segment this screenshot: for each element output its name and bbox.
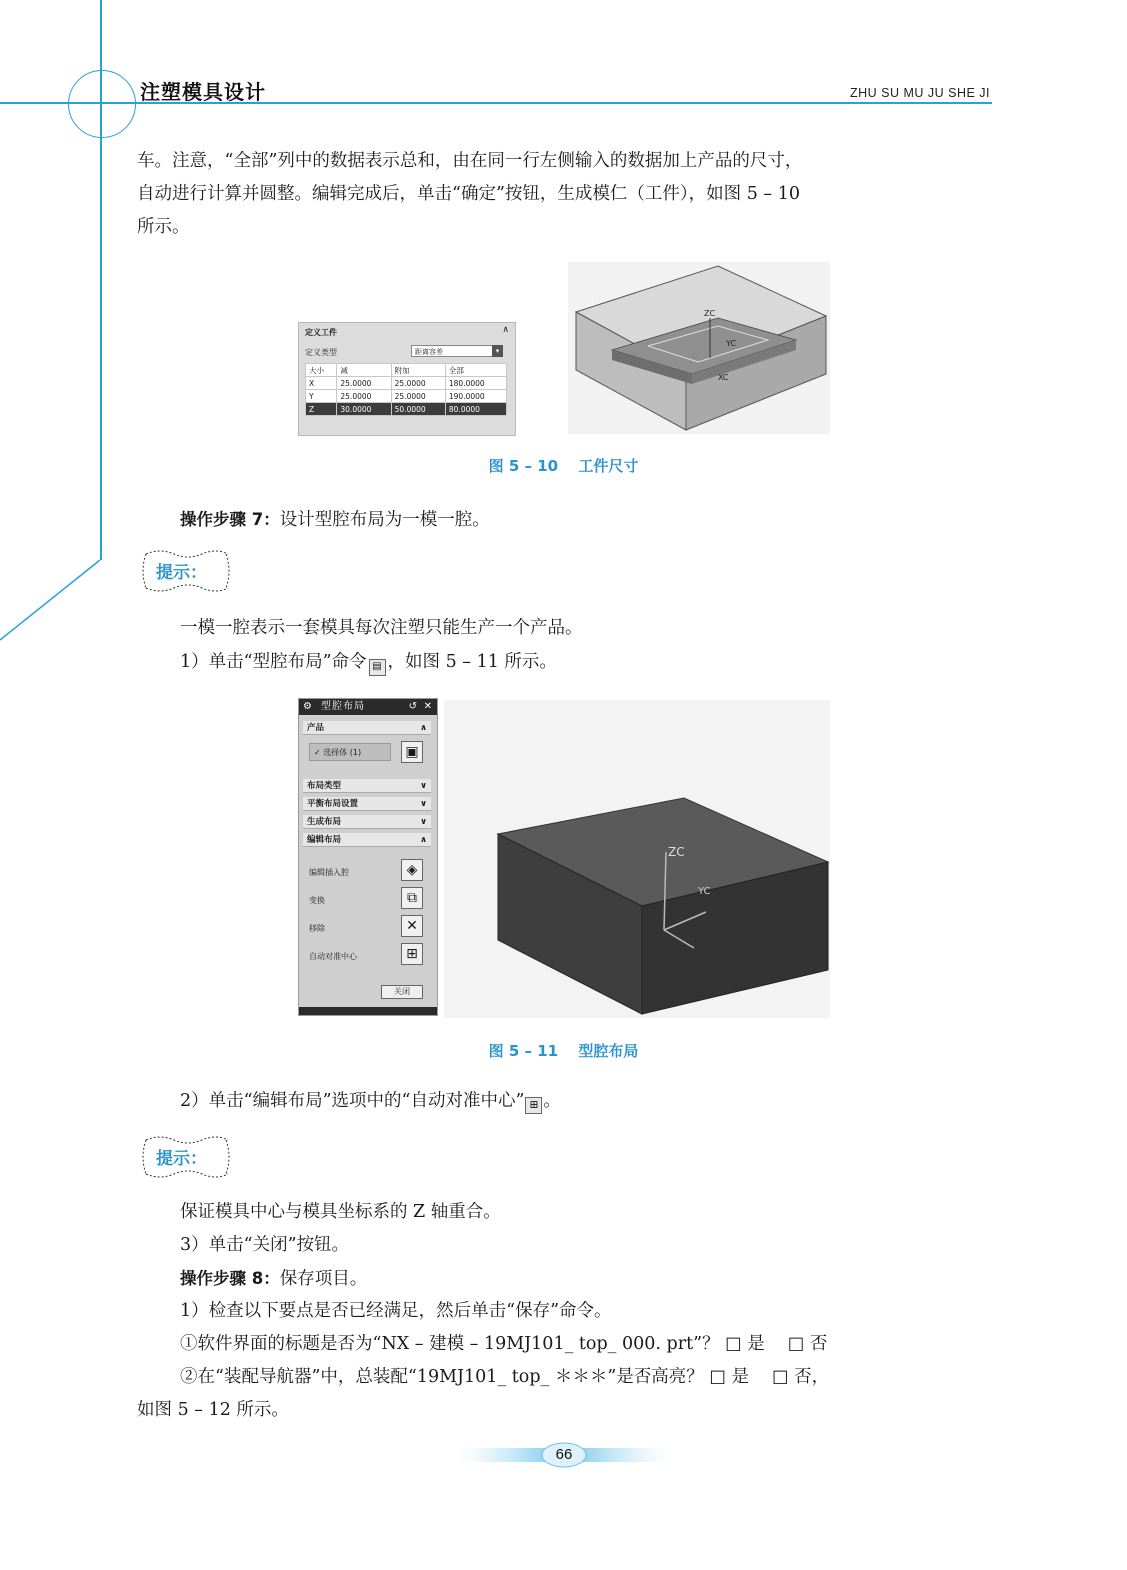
section-generate	[303, 815, 431, 829]
item-edit-insert: 编辑插入腔	[309, 868, 349, 877]
table-cell: 80.0000	[445, 403, 506, 416]
tip2-text: 保证模具中心与模具坐标系的 Z 轴重合。	[180, 1202, 501, 1222]
check-intro: 1）检查以下要点是否已经满足，然后单击“保存”命令。	[180, 1301, 612, 1321]
item-remove: 移除	[309, 924, 325, 933]
type-label: 定义类型	[305, 348, 337, 357]
item-auto-center: 自动对准中心	[309, 952, 357, 961]
type-select-value: 距离容差	[415, 348, 443, 356]
insert-pocket-icon: ◈	[401, 859, 423, 881]
section-label: 布局类型	[307, 781, 342, 791]
column-header: 附加	[391, 364, 445, 377]
substep1-text: 1）单击“型腔布局”命令	[180, 652, 367, 672]
figure-5-11-caption: 图 5 – 11 型腔布局	[488, 1042, 639, 1060]
cavity-layout-icon: ▤	[369, 659, 386, 676]
dialog-title: 型腔布局	[321, 701, 365, 712]
header-circle-ornament	[68, 70, 136, 138]
check-item-2-continued: 如图 5 – 12 所示。	[137, 1400, 289, 1420]
dialog-titlebar	[299, 699, 437, 715]
section-label: 平衡布局设置	[307, 799, 359, 809]
table-header-row	[306, 364, 507, 377]
section-label: 生成布局	[307, 817, 342, 827]
step8-paragraph	[180, 1262, 367, 1296]
column-header: 大小	[306, 364, 337, 377]
close-button: 关闭	[381, 985, 423, 999]
table-cell: 180.0000	[445, 377, 506, 390]
check-item-2: ②在“装配导航器”中，总装配“19MJ101_ top_ ＊＊＊”是否高亮？ □ 是 □ 否，	[180, 1367, 830, 1387]
check-icon: ✓	[314, 748, 321, 757]
step7-text: 设计型腔布局为一模一腔。	[279, 510, 490, 530]
check-item-1: ①软件界面的标题是否为“NX – 建模 – 19MJ101_ top_ 000. prt”？ □ 是 □ 否	[180, 1334, 828, 1354]
column-header: 全部	[445, 364, 506, 377]
intro-line: 所示。	[137, 217, 190, 237]
section-product	[303, 721, 431, 735]
table-cell: 25.0000	[391, 377, 445, 390]
cavity-layout-dialog	[298, 698, 438, 1016]
chevron-down-icon: ∨	[420, 799, 427, 809]
intro-line: 车。注意，“全部”列中的数据表示总和，由在同一行左侧输入的数据加上产品的尺寸，	[137, 151, 803, 171]
tip-label: 提示：	[156, 563, 207, 583]
type-select	[411, 345, 503, 357]
section-balance	[303, 797, 431, 811]
step8-text: 保存项目。	[279, 1269, 368, 1289]
table-cell: Z	[306, 403, 337, 416]
chevron-down-icon: ∨	[420, 817, 427, 827]
step7-paragraph	[180, 503, 490, 537]
table-cell: 25.0000	[337, 377, 391, 390]
table-cell: X	[306, 377, 337, 390]
auto-center-icon: ⊞	[401, 943, 423, 965]
mold-3d-view	[444, 700, 830, 1018]
close-icon: ✕	[423, 701, 432, 712]
axis-label-yc: YC	[698, 886, 711, 897]
define-workpiece-dialog	[298, 322, 516, 436]
section-edit-layout	[303, 833, 431, 847]
select-body-label: 选择体 (1)	[323, 748, 362, 757]
chevron-up-icon: ∧	[420, 723, 427, 733]
chevron-up-icon: ∧	[420, 835, 427, 845]
auto-center-icon: ⊞	[525, 1097, 542, 1114]
table-cell: 50.0000	[391, 403, 445, 416]
table-cell: 30.0000	[337, 403, 391, 416]
substep2-text: 2）单击“编辑布局”选项中的“自动对准中心”	[180, 1091, 525, 1111]
section-layout-type	[303, 779, 431, 793]
substep1-paragraph	[180, 646, 557, 679]
table-cell: 190.0000	[445, 390, 506, 403]
table-cell: 25.0000	[337, 390, 391, 403]
table-row-highlighted	[306, 403, 507, 416]
dimension-table	[305, 363, 507, 416]
tip-badge	[140, 1134, 232, 1180]
chevron-down-icon: ∨	[420, 781, 427, 791]
axis-label-zc: ZC	[704, 309, 716, 318]
substep1-text-after: ，如图 5 – 11 所示。	[387, 652, 557, 672]
tip1-text: 一模一腔表示一套模具每次注塑只能生产一个产品。	[180, 618, 583, 638]
select-body-field	[309, 743, 391, 761]
dialog-title: 定义工件	[305, 328, 337, 337]
column-header: 减	[337, 364, 391, 377]
axis-label-zc: ZC	[668, 845, 685, 859]
tip-badge	[140, 548, 232, 594]
page-number: 66	[555, 1446, 573, 1463]
workpiece-3d-view	[568, 262, 830, 434]
book-pinyin: ZHU SU MU JU SHE JI	[849, 86, 990, 100]
table-cell: 25.0000	[391, 390, 445, 403]
step8-label: 操作步骤 8：	[180, 1269, 280, 1288]
section-label: 产品	[307, 723, 325, 733]
book-title: 注塑模具设计	[140, 80, 266, 104]
gear-icon: ⚙	[303, 701, 312, 712]
table-cell: Y	[306, 390, 337, 403]
figure-5-10-caption: 图 5 – 10 工件尺寸	[488, 457, 639, 475]
substep2-paragraph	[180, 1085, 561, 1118]
chevron-down-icon: ▾	[492, 345, 503, 357]
dialog-footer-bar	[299, 1007, 437, 1015]
item-transform: 变换	[309, 896, 325, 905]
table-row	[306, 390, 507, 403]
transform-icon: ⧉	[401, 887, 423, 909]
tip-label: 提示：	[156, 1149, 207, 1169]
section-label: 编辑布局	[307, 835, 342, 845]
cube-icon: ▣	[401, 741, 423, 763]
axis-label-yc: YC	[726, 339, 737, 348]
axis-label-xc: XC	[718, 373, 729, 382]
substep2-text-after: 。	[543, 1091, 561, 1111]
intro-line: 自动进行计算并圆整。编辑完成后，单击“确定”按钮，生成模仁（工件），如图 5 – 10	[137, 184, 800, 204]
reset-icon: ↺	[408, 701, 417, 712]
remove-icon: ✕	[401, 915, 423, 937]
step7-label: 操作步骤 7：	[180, 510, 280, 529]
page-number-badge	[458, 1442, 670, 1468]
substep3-text: 3）单击“关闭”按钮。	[180, 1235, 350, 1255]
table-row	[306, 377, 507, 390]
chevron-up-icon: ∧	[502, 325, 509, 335]
intro-paragraph	[137, 145, 997, 244]
